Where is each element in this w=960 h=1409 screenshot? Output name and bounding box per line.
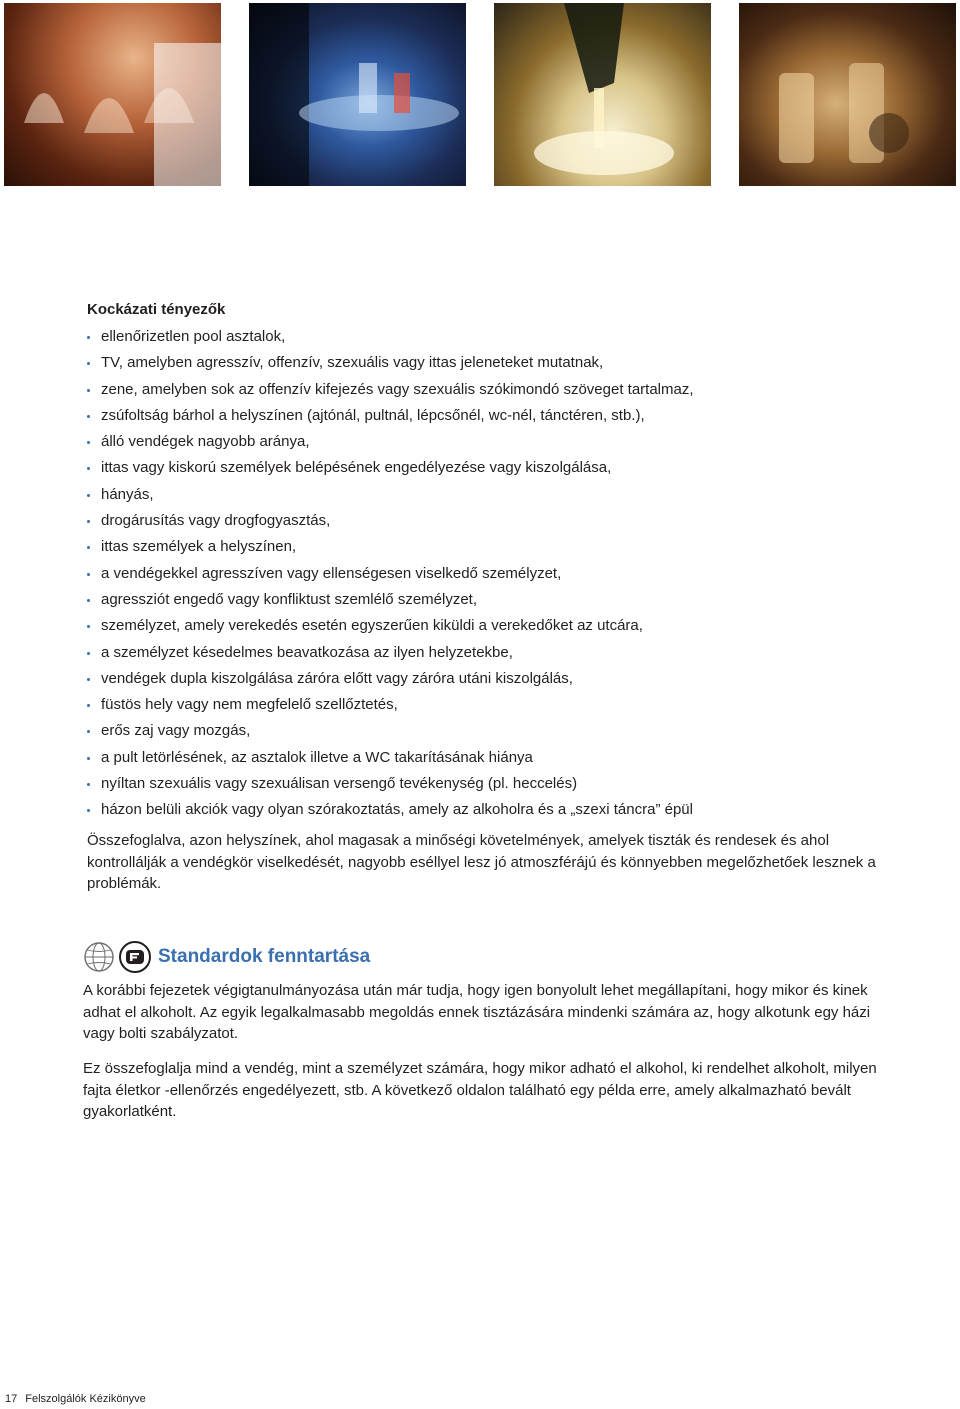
list-item [87, 352, 694, 378]
list-item-text: nyíltan szexuális vagy szexuálisan versengő tevékenység (pl. heccelés) [101, 775, 578, 793]
list-item [87, 457, 694, 483]
list-item [87, 405, 694, 431]
list-item [87, 589, 694, 615]
bullet-icon [87, 362, 90, 365]
bullet-icon [87, 415, 90, 418]
list-item-text: ellenőrizetlen pool asztalok, [101, 328, 286, 345]
list-item-text: a pult letörlésének, az asztalok illetve a WC takarításának hiánya [101, 748, 533, 766]
bullet-icon [87, 599, 90, 602]
list-item-text: álló vendégek nagyobb aránya, [101, 433, 310, 451]
list-item-text: ittas vagy kiskorú személyek belépésének engedélyezése vagy kiszolgálása, [101, 459, 612, 477]
brand-logo-icon [119, 941, 151, 973]
list-item [87, 326, 694, 352]
list-item [87, 720, 694, 746]
list-item-text: zene, amelyben sok az offenzív kifejezés vagy szexuális szókimondó szöveget tartalmaz, [101, 380, 694, 398]
bullet-icon [87, 783, 90, 786]
list-item-text: erős zaj vagy mozgás, [101, 722, 251, 740]
pouring-drink-illustration [494, 3, 711, 186]
bullet-icon [87, 546, 90, 549]
list-item-text: személyzet, amely verekedés esetén egyszerűen kiküldi a verekedőket az utcára, [101, 617, 643, 635]
bullet-icon [87, 441, 90, 444]
list-item [87, 484, 694, 510]
bullet-icon [87, 494, 90, 497]
bullet-icon [87, 389, 90, 392]
waiter-tray-illustration [249, 3, 466, 186]
list-item-text: hányás, [101, 485, 154, 503]
list-item-text: TV, amelyben agresszív, offenzív, szexuális vagy ittas jeleneteket mutatnak, [101, 354, 604, 372]
bullet-icon [87, 336, 90, 339]
globe-icon [83, 941, 115, 973]
list-item [87, 799, 694, 825]
risk-factors-list [87, 326, 694, 826]
beer-taps-photo [739, 3, 956, 186]
list-item [87, 615, 694, 641]
list-item-text: drogárusítás vagy drogfogyasztás, [101, 512, 331, 530]
risk-factors-title: Kockázati tényezők [87, 301, 226, 318]
list-item-text: ittas személyek a helyszínen, [101, 538, 297, 556]
list-item [87, 563, 694, 589]
beer-taps-illustration [739, 3, 956, 186]
wine-glasses-photo [4, 3, 221, 186]
book-title: Felszolgálók Kézikönyve [25, 1393, 146, 1405]
list-item [87, 773, 694, 799]
list-item-text: a személyzet késedelmes beavatkozása az ilyen helyzetekbe, [101, 643, 513, 661]
list-item [87, 510, 694, 536]
list-item-text: házon belüli akciók vagy olyan szórakoztatás, amely az alkoholra és a „szexi táncra” épül [101, 801, 693, 819]
list-item [87, 668, 694, 694]
list-item-text: füstös hely vagy nem megfelelő szellőztetés, [101, 696, 398, 714]
section-paragraph-2: Ez összefoglalja mind a vendég, mint a személyzet számára, hogy mikor adható el alkohol, ki rendelhet alkoholt, milyen fajta életkor -ellenőrzés engedélyezett, stb. A következő oldalon található egy példa erre, amely alkalmazható bevált gyakorlatként. [83, 1060, 877, 1120]
list-item [87, 431, 694, 457]
bullet-icon [87, 520, 90, 523]
list-item [87, 536, 694, 562]
list-item-text: agressziót engedő vagy konfliktust szemlélő személyzet, [101, 590, 478, 608]
section-title: Standardok fenntartása [158, 946, 371, 967]
section-paragraph-1: A korábbi fejezetek végigtanulmányozása után már tudja, hogy igen bonyolult lehet megállapítani, hogy mikor és kinek adhat el alkoholt. Az egyik legalkalmasabb megoldás ennek tisztázására mindenki számára az, hogy alkotunk egy házi vagy bolti szabályzatot. [83, 982, 871, 1042]
list-item-text: zsúfoltság bárhol a helyszínen (ajtónál, pultnál, lépcsőnél, wc-nél, tánctéren, stb.), [101, 406, 645, 424]
page-footer [5, 1393, 146, 1405]
list-item [87, 379, 694, 405]
page-number: 17 [5, 1393, 18, 1405]
wine-glasses-illustration [4, 3, 221, 186]
bullet-icon [87, 704, 90, 707]
waiter-tray-photo [249, 3, 466, 186]
list-item [87, 694, 694, 720]
list-item [87, 747, 694, 773]
bullet-icon [87, 678, 90, 681]
risk-summary-paragraph: Összefoglalva, azon helyszínek, ahol magasak a minőségi követelmények, amelyek tiszták és rendesek és ahol kontrollálják a vendégkör viselkedését, nagyobb eséllyel lesz jó atmoszférájú és könnyebben megelőzhetőek lesznek a problémák. [87, 832, 876, 892]
bullet-icon [87, 809, 90, 812]
bullet-icon [87, 730, 90, 733]
bullet-icon [87, 757, 90, 760]
bullet-icon [87, 573, 90, 576]
bullet-icon [87, 467, 90, 470]
list-item-text: a vendégekkel agresszíven vagy ellenségesen viselkedő személyzet, [101, 564, 562, 582]
bullet-icon [87, 652, 90, 655]
bullet-icon [87, 625, 90, 628]
pouring-drink-photo [494, 3, 711, 186]
list-item-text: vendégek dupla kiszolgálása záróra előtt vagy záróra utáni kiszolgálás, [101, 669, 573, 687]
list-item [87, 642, 694, 668]
